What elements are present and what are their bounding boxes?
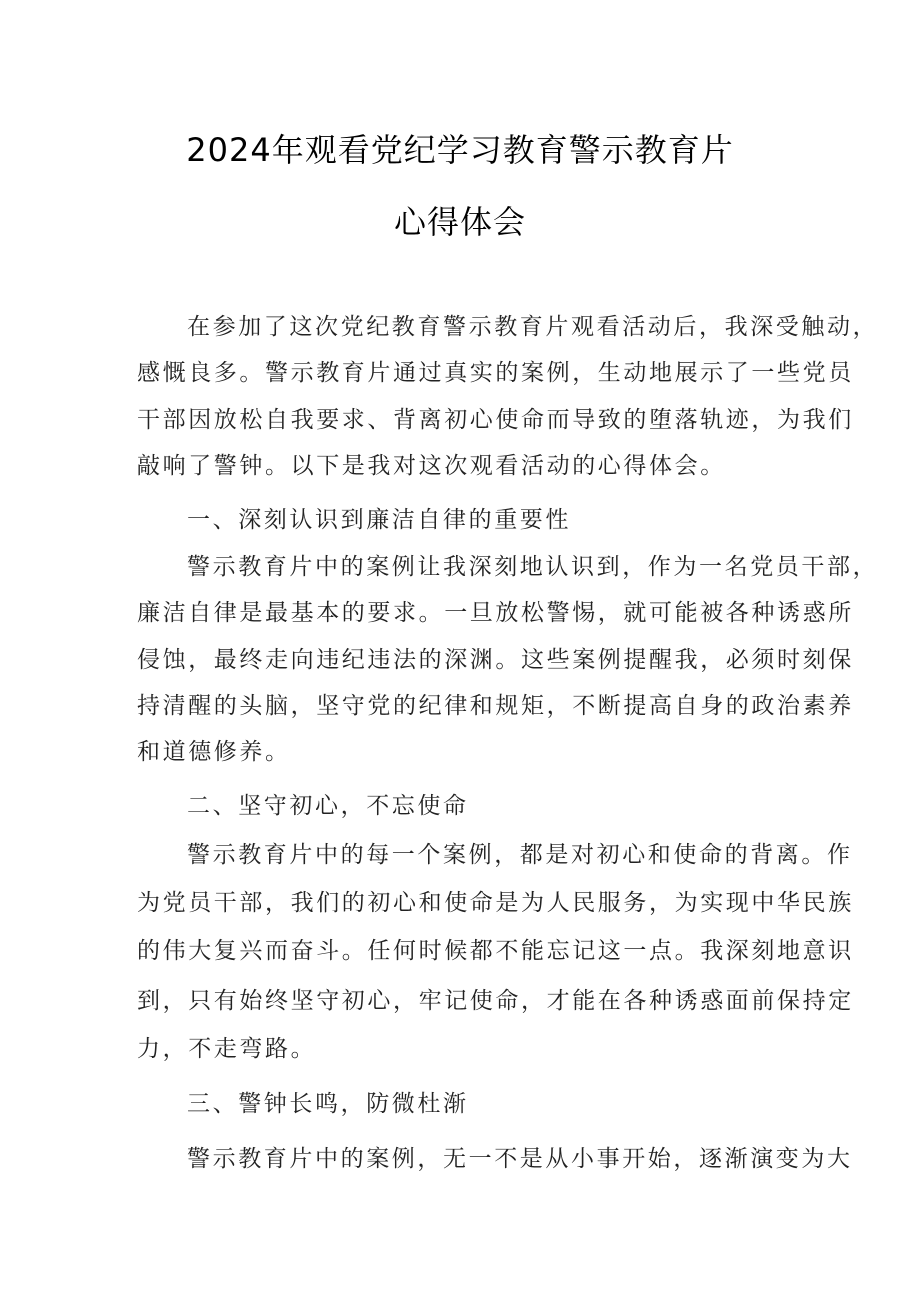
paragraph-line: 在参加了这次党纪教育警示教育片观看活动后，我深受触动， xyxy=(187,314,879,340)
document-title-line-1: 2024年观看党纪学习教育警示教育片 xyxy=(186,131,734,169)
section-heading-3: 三、警钟长鸣，防微杜渐 xyxy=(187,1091,469,1117)
paragraph-line: 敲响了警钟。以下是我对这次观看活动的心得体会。 xyxy=(137,453,726,479)
paragraph-line: 到，只有始终坚守初心，牢记使命，才能在各种诱惑面前保持定 xyxy=(137,988,854,1014)
paragraph-line: 为党员干部，我们的初心和使命是为人民服务，为实现中华民族 xyxy=(137,890,854,916)
section-heading-1: 一、深刻认识到廉洁自律的重要性 xyxy=(187,507,571,533)
paragraph-line: 力，不走弯路。 xyxy=(137,1036,317,1062)
paragraph-line: 侵蚀，最终走向违纪违法的深渊。这些案例提醒我，必须时刻保 xyxy=(137,647,854,673)
paragraph-line: 警示教育片中的案例，无一不是从小事开始，逐渐演变为大 xyxy=(187,1146,853,1172)
paragraph-line: 和道德修养。 xyxy=(137,739,291,765)
paragraph-line: 廉洁自律是最基本的要求。一旦放松警惕，就可能被各种诱惑所 xyxy=(137,600,854,626)
paragraph-line: 感慨良多。警示教育片通过真实的案例，生动地展示了一些党员 xyxy=(137,360,854,386)
paragraph-line: 干部因放松自我要求、背离初心使命而导致的堕落轨迹，为我们 xyxy=(137,407,854,433)
section-heading-2: 二、坚守初心，不忘使命 xyxy=(187,793,469,819)
paragraph-line: 持清醒的头脑，坚守党的纪律和规矩，不断提高自身的政治素养 xyxy=(137,693,854,719)
document-title-line-2: 心得体会 xyxy=(393,203,526,241)
paragraph-line: 警示教育片中的每一个案例，都是对初心和使命的背离。作 xyxy=(187,842,853,868)
paragraph-line: 警示教育片中的案例让我深刻地认识到，作为一名党员干部， xyxy=(187,554,879,580)
paragraph-line: 的伟大复兴而奋斗。任何时候都不能忘记这一点。我深刻地意识 xyxy=(137,938,854,964)
